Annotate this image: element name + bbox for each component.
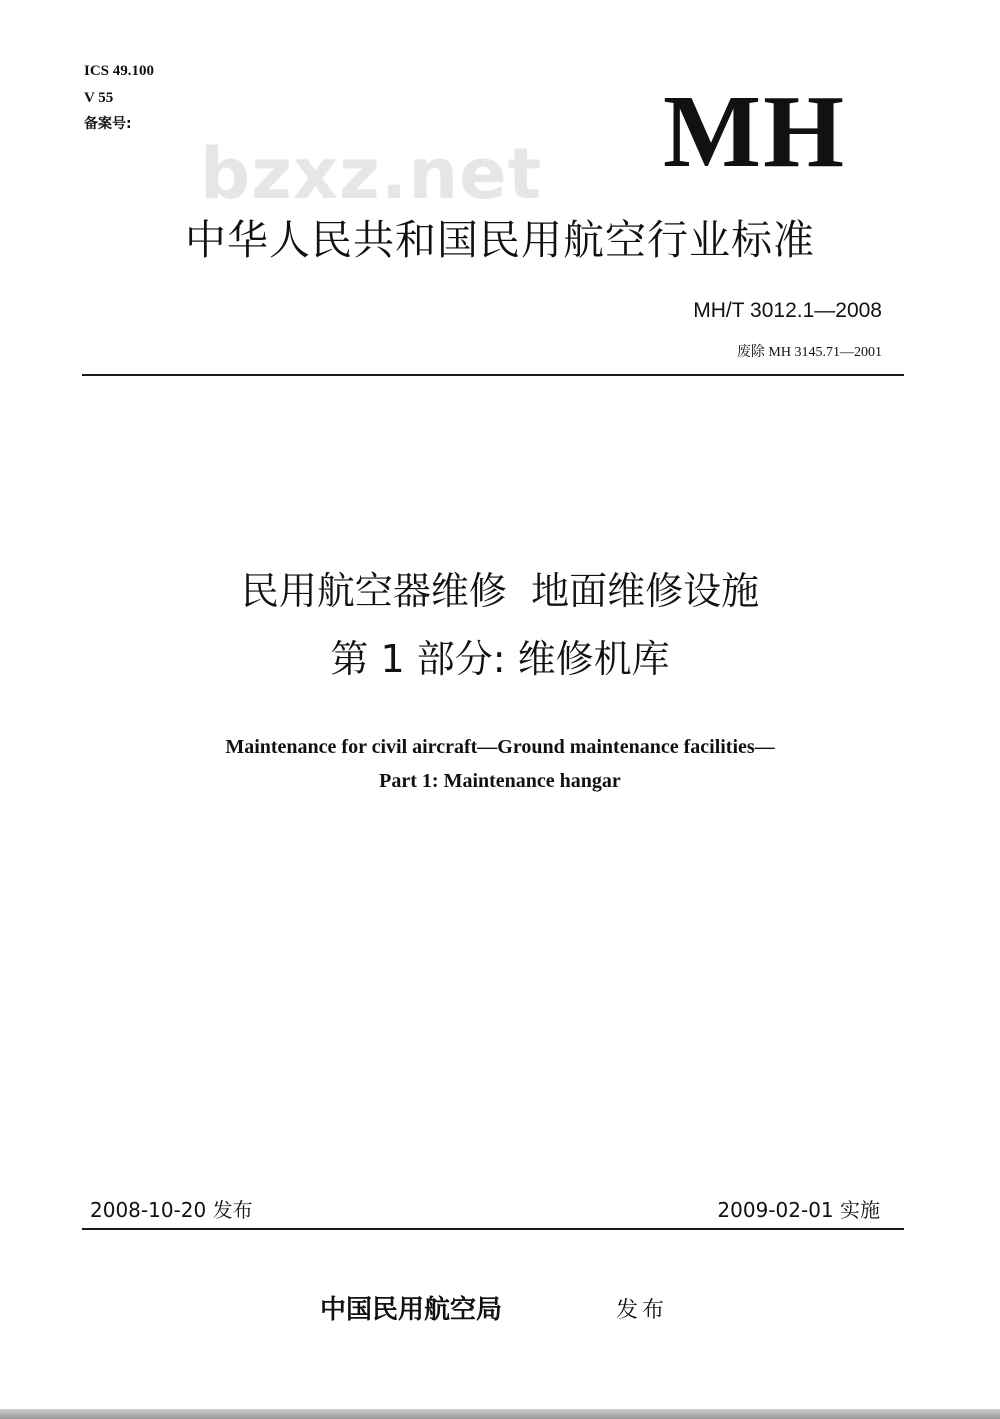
classification-code: V 55: [84, 90, 114, 106]
title-chinese-line-2: 第 1 部分: 维修机库: [330, 637, 670, 681]
title-chinese-line-1: 民用航空器维修 地面维修设施: [240, 569, 760, 613]
replaced-standard: 废除 MH 3145.71—2001: [736, 345, 882, 360]
ics-code: ICS 49.100: [84, 63, 155, 79]
issuer-name: 中国民用航空局: [320, 1295, 503, 1325]
standard-number: MH/T 3012.1—2008: [693, 299, 882, 322]
bottom-divider: [82, 1228, 904, 1230]
title-english-line-2: Part 1: Maintenance hangar: [379, 770, 621, 792]
registration-label: 备案号:: [84, 116, 132, 132]
watermark-text: bzxz.net: [200, 133, 543, 215]
effective-date: 2009-02-01 实施: [717, 1198, 880, 1222]
issue-date: 2008-10-20 发布: [90, 1198, 253, 1222]
issuer-action: 发布: [616, 1298, 669, 1323]
standard-mark: MH: [662, 74, 846, 189]
page-bottom-edge: [0, 1409, 1000, 1419]
top-divider: [82, 374, 904, 376]
title-english-line-1: Maintenance for civil aircraft—Ground maintenance facilities—: [225, 736, 775, 758]
organization-title: 中华人民共和国民用航空行业标准: [185, 216, 815, 264]
